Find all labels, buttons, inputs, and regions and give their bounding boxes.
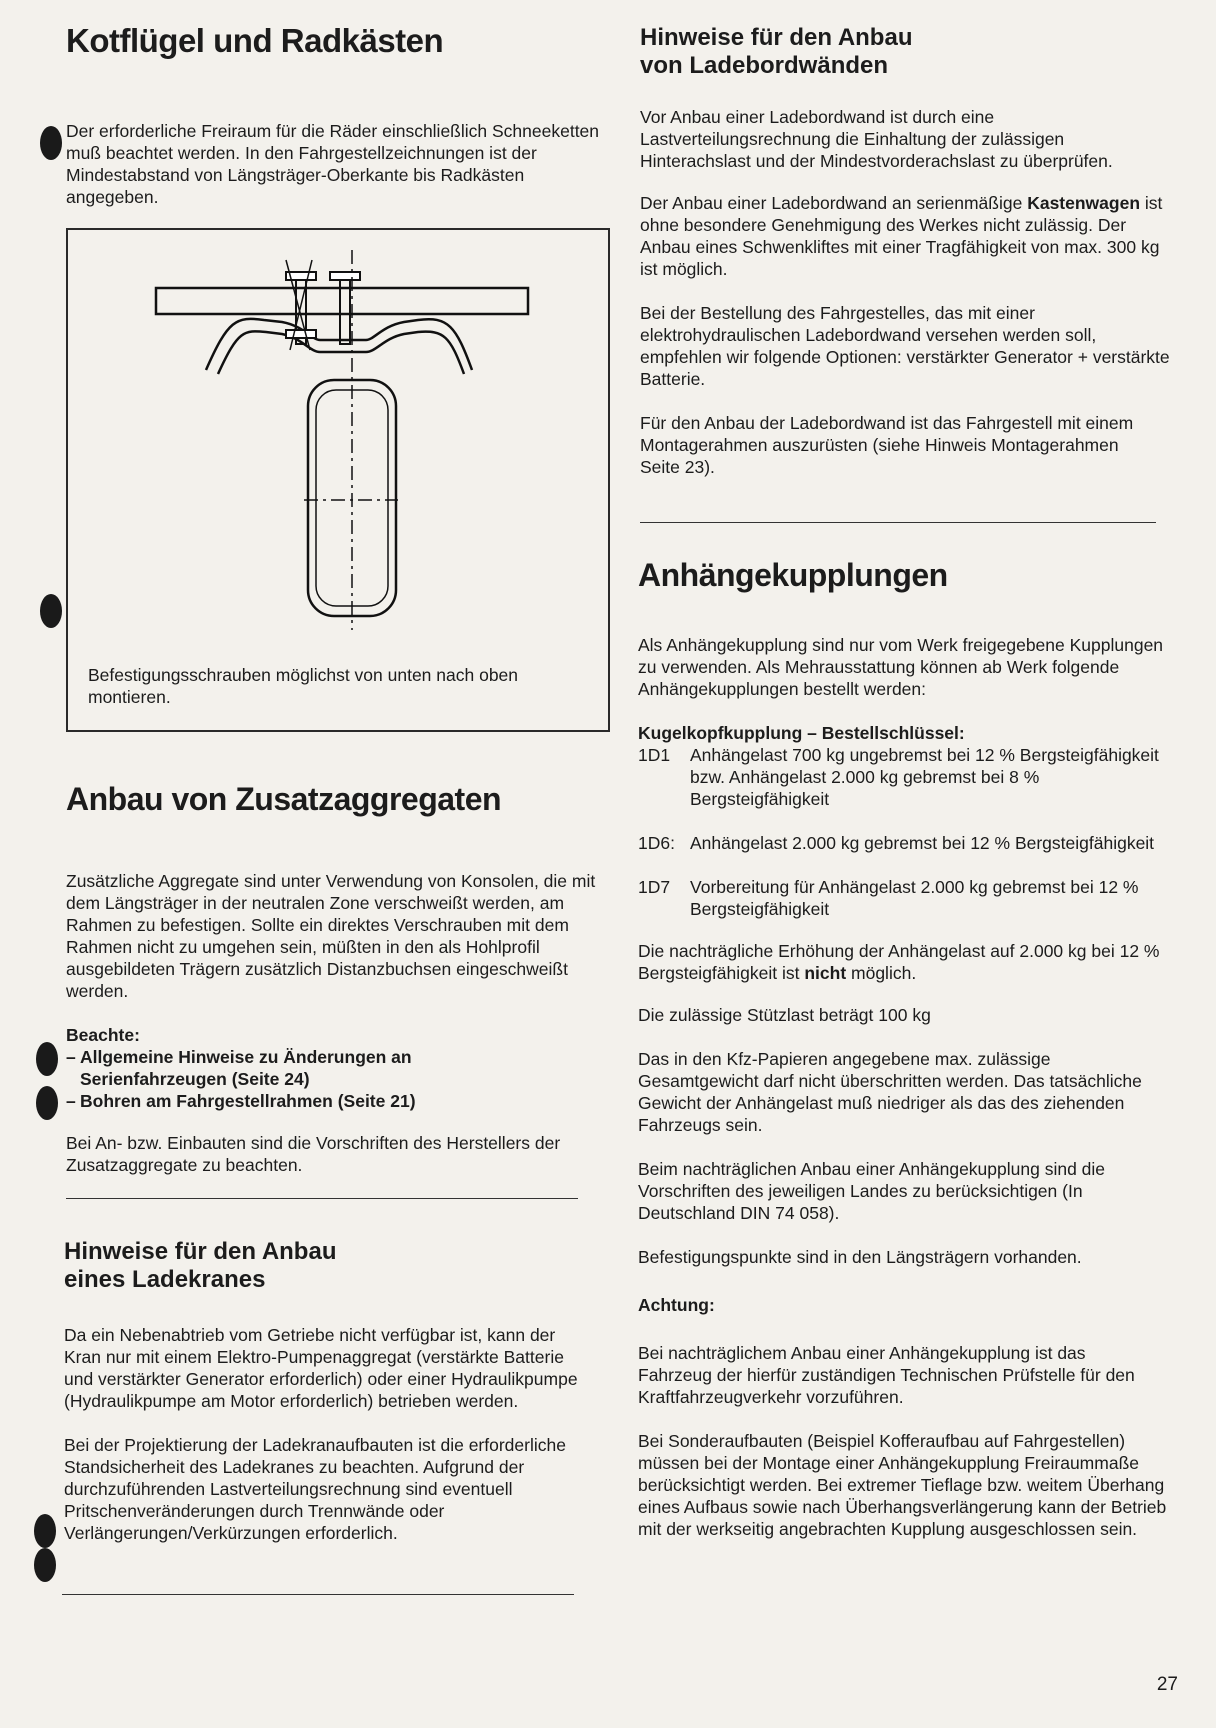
befestigung-text: Befestigungspunkte sind in den Längsträgern vorhanden. bbox=[638, 1247, 1082, 1267]
achtung-label: Achtung: bbox=[638, 1295, 715, 1315]
anhaengekupplungen-section bbox=[638, 556, 1182, 1540]
anhaengekupplungen-text-1: Als Anhängekupplung sind nur vom Werk freigegebene Kupplungen zu verwenden. Als Mehrausstattung können ab Werk folgende Anhängekupplungen bestellt werden: bbox=[638, 635, 1164, 699]
figure-caption: Befestigungsschrauben möglichst von unten nach oben montieren. bbox=[88, 665, 519, 707]
list-item: 1D1 Anhängelast 700 kg ungebremst bei 12 % Bergsteigfähigkeit bzw. Anhängelast 2.000 kg gebremst bei 8 % Bergsteigfähigkeit bbox=[638, 745, 1159, 809]
section-title-zusatzaggregate: Anbau von Zusatzaggregaten bbox=[66, 781, 502, 817]
section-title-ladekran-1: Hinweise für den Anbau bbox=[64, 1238, 337, 1265]
nachtraeglich-text: Beim nachträglichen Anbau einer Anhängekupplung sind die Vorschriften des jeweiligen Landes zu berücksichtigen (In Deutschland DIN 74 058). bbox=[638, 1159, 1106, 1223]
beachte-label: Beachte: bbox=[66, 1025, 140, 1045]
page-number: 27 bbox=[1156, 1674, 1178, 1695]
divider bbox=[62, 1594, 574, 1595]
section-title-ladebordwand-2: von Ladebordwänden bbox=[640, 52, 889, 79]
options-list bbox=[638, 744, 1182, 920]
kotfluegel-text: Der erforderliche Freiraum für die Räder einschließlich Schneeketten muß beachtet werden. In den Fahrgestellzeichnungen ist der Mindestabstand von Längsträger-Oberkante bis Radkästen angegeben. bbox=[66, 121, 600, 207]
ladebordwand-text-1: Vor Anbau einer Ladebordwand ist durch eine Lastverteilungsrechnung die Einhaltung der zulässigen Hinterachslast und der Mindestvorderachslast zu überprüfen. bbox=[640, 107, 1113, 171]
section-title-ladekran-2: eines Ladekranes bbox=[64, 1266, 266, 1293]
right-column bbox=[640, 24, 1180, 478]
list-item: – Allgemeine Hinweise zu Änderungen an Serienfahrzeugen (Seite 24) bbox=[66, 1047, 412, 1089]
ladekran-text-2: Bei der Projektierung der Ladekranaufbauten ist die erforderliche Standsicherheit des Ladekranes zu beachten. Aufgrund der durchzuführenden Lastverteilungsrechnung sind eventuell Pritschenveränderungen durch Trennwände oder Verlängerungen/Verkürzungen erforderlich. bbox=[64, 1435, 566, 1543]
divider bbox=[640, 522, 1156, 523]
left-column-lower bbox=[66, 780, 606, 1176]
section-title-anhaengekupplungen: Anhängekupplungen bbox=[638, 557, 948, 593]
wheel-clearance-figure bbox=[66, 228, 610, 732]
beachte-list bbox=[66, 1046, 606, 1112]
ladebordwand-text-4: Für den Anbau der Ladebordwand ist das Fahrgestell mit einem Montagerahmen auszurüsten (siehe Hinweis Montagerahmen Seite 23). bbox=[640, 413, 1134, 477]
gesamtgewicht-text: Das in den Kfz-Papieren angegebene max. zulässige Gesamtgewicht darf nicht überschritten werden. Das tatsächliche Gewicht der Anhängelast muß niedriger als das des ziehenden Fahrzeugs sein. bbox=[638, 1049, 1142, 1135]
ladekran-section bbox=[64, 1238, 594, 1544]
punch-hole bbox=[40, 594, 62, 628]
stuetzlast-text: Die zulässige Stützlast beträgt 100 kg bbox=[638, 1005, 931, 1025]
wheel-arch-diagram bbox=[68, 230, 608, 730]
zusatzaggregate-text: Zusätzliche Aggregate sind unter Verwendung von Konsolen, die mit dem Längsträger in der neutralen Zone verschweißt werden, am Rahmen zu befestigen. Sollte ein direktes Verschrauben mit dem Rahmen nicht zu umgehen sein, müßten in den als Hohlprofil ausgebildeten Trägern zusätzlich Distanzbuchsen eingeschweißt werden. bbox=[66, 871, 596, 1001]
kugelkopf-label: Kugelkopfkupplung – Bestellschlüssel: bbox=[638, 723, 965, 743]
achtung-text-2: Bei Sonderaufbauten (Beispiel Kofferaufbau auf Fahrgestellen) müssen bei der Montage einer Anhängekupplung Freiraummaße berücksichtigt werden. Bei extremer Tieflage bzw. weitem Überhang eines Aufbaus sowie nach Überhangsverlängerung kann der Betrieb mit der werkseitig angebrachten Kupplung ausgeschlossen sein. bbox=[638, 1431, 1167, 1539]
punch-hole bbox=[36, 1086, 58, 1120]
punch-hole bbox=[34, 1548, 56, 1582]
section-title-kotfluegel: Kotflügel und Radkästen bbox=[66, 22, 444, 59]
zusatzaggregate-text2: Bei An- bzw. Einbauten sind die Vorschriften des Herstellers der Zusatzaggregate zu beachten. bbox=[66, 1133, 561, 1175]
left-column bbox=[66, 22, 616, 208]
erhoehung-text: Die nachträgliche Erhöhung der Anhängelast auf 2.000 kg bei 12 % Bergsteigfähigkeit ist nicht möglich. bbox=[638, 941, 1160, 983]
section-title-ladebordwand-1: Hinweise für den Anbau bbox=[640, 24, 913, 51]
list-item: 1D6: Anhängelast 2.000 kg gebremst bei 12 % Bergsteigfähigkeit bbox=[638, 833, 1155, 853]
list-item: – Bohren am Fahrgestellrahmen (Seite 21) bbox=[66, 1091, 416, 1111]
punch-hole bbox=[34, 1514, 56, 1548]
ladebordwand-text-2: Der Anbau einer Ladebordwand an serienmäßige Kastenwagen ist ohne besondere Genehmigung des Werkes nicht zulässig. Der Anbau eines Schwenkliftes mit einer Tragfähigkeit von max. 300 kg ist möglich. bbox=[640, 193, 1163, 279]
achtung-text-1: Bei nachträglichem Anbau einer Anhängekupplung ist das Fahrzeug der hierfür zuständigen Technischen Prüfstelle für den Kraftfahrzeugverkehr vorzuführen. bbox=[638, 1343, 1135, 1407]
ladekran-text-1: Da ein Nebenabtrieb vom Getriebe nicht verfügbar ist, kann der Kran nur mit einem Elektro-Pumpenaggregat (verstärkte Batterie und verstärkter Generator erforderlich) oder einer Hydraulikpumpe (Hydraulikpumpe am Motor erforderlich) betrieben werden. bbox=[64, 1325, 578, 1411]
punch-hole bbox=[40, 126, 62, 160]
divider bbox=[66, 1198, 578, 1199]
punch-hole bbox=[36, 1042, 58, 1076]
list-item: 1D7 Vorbereitung für Anhängelast 2.000 kg gebremst bei 12 % Bergsteigfähigkeit bbox=[638, 877, 1139, 919]
ladebordwand-text-3: Bei der Bestellung des Fahrgestelles, das mit einer elektrohydraulischen Ladebordwand versehen werden soll, empfehlen wir folgende Optionen: verstärkter Generator + verstärkte Batterie. bbox=[640, 303, 1170, 389]
